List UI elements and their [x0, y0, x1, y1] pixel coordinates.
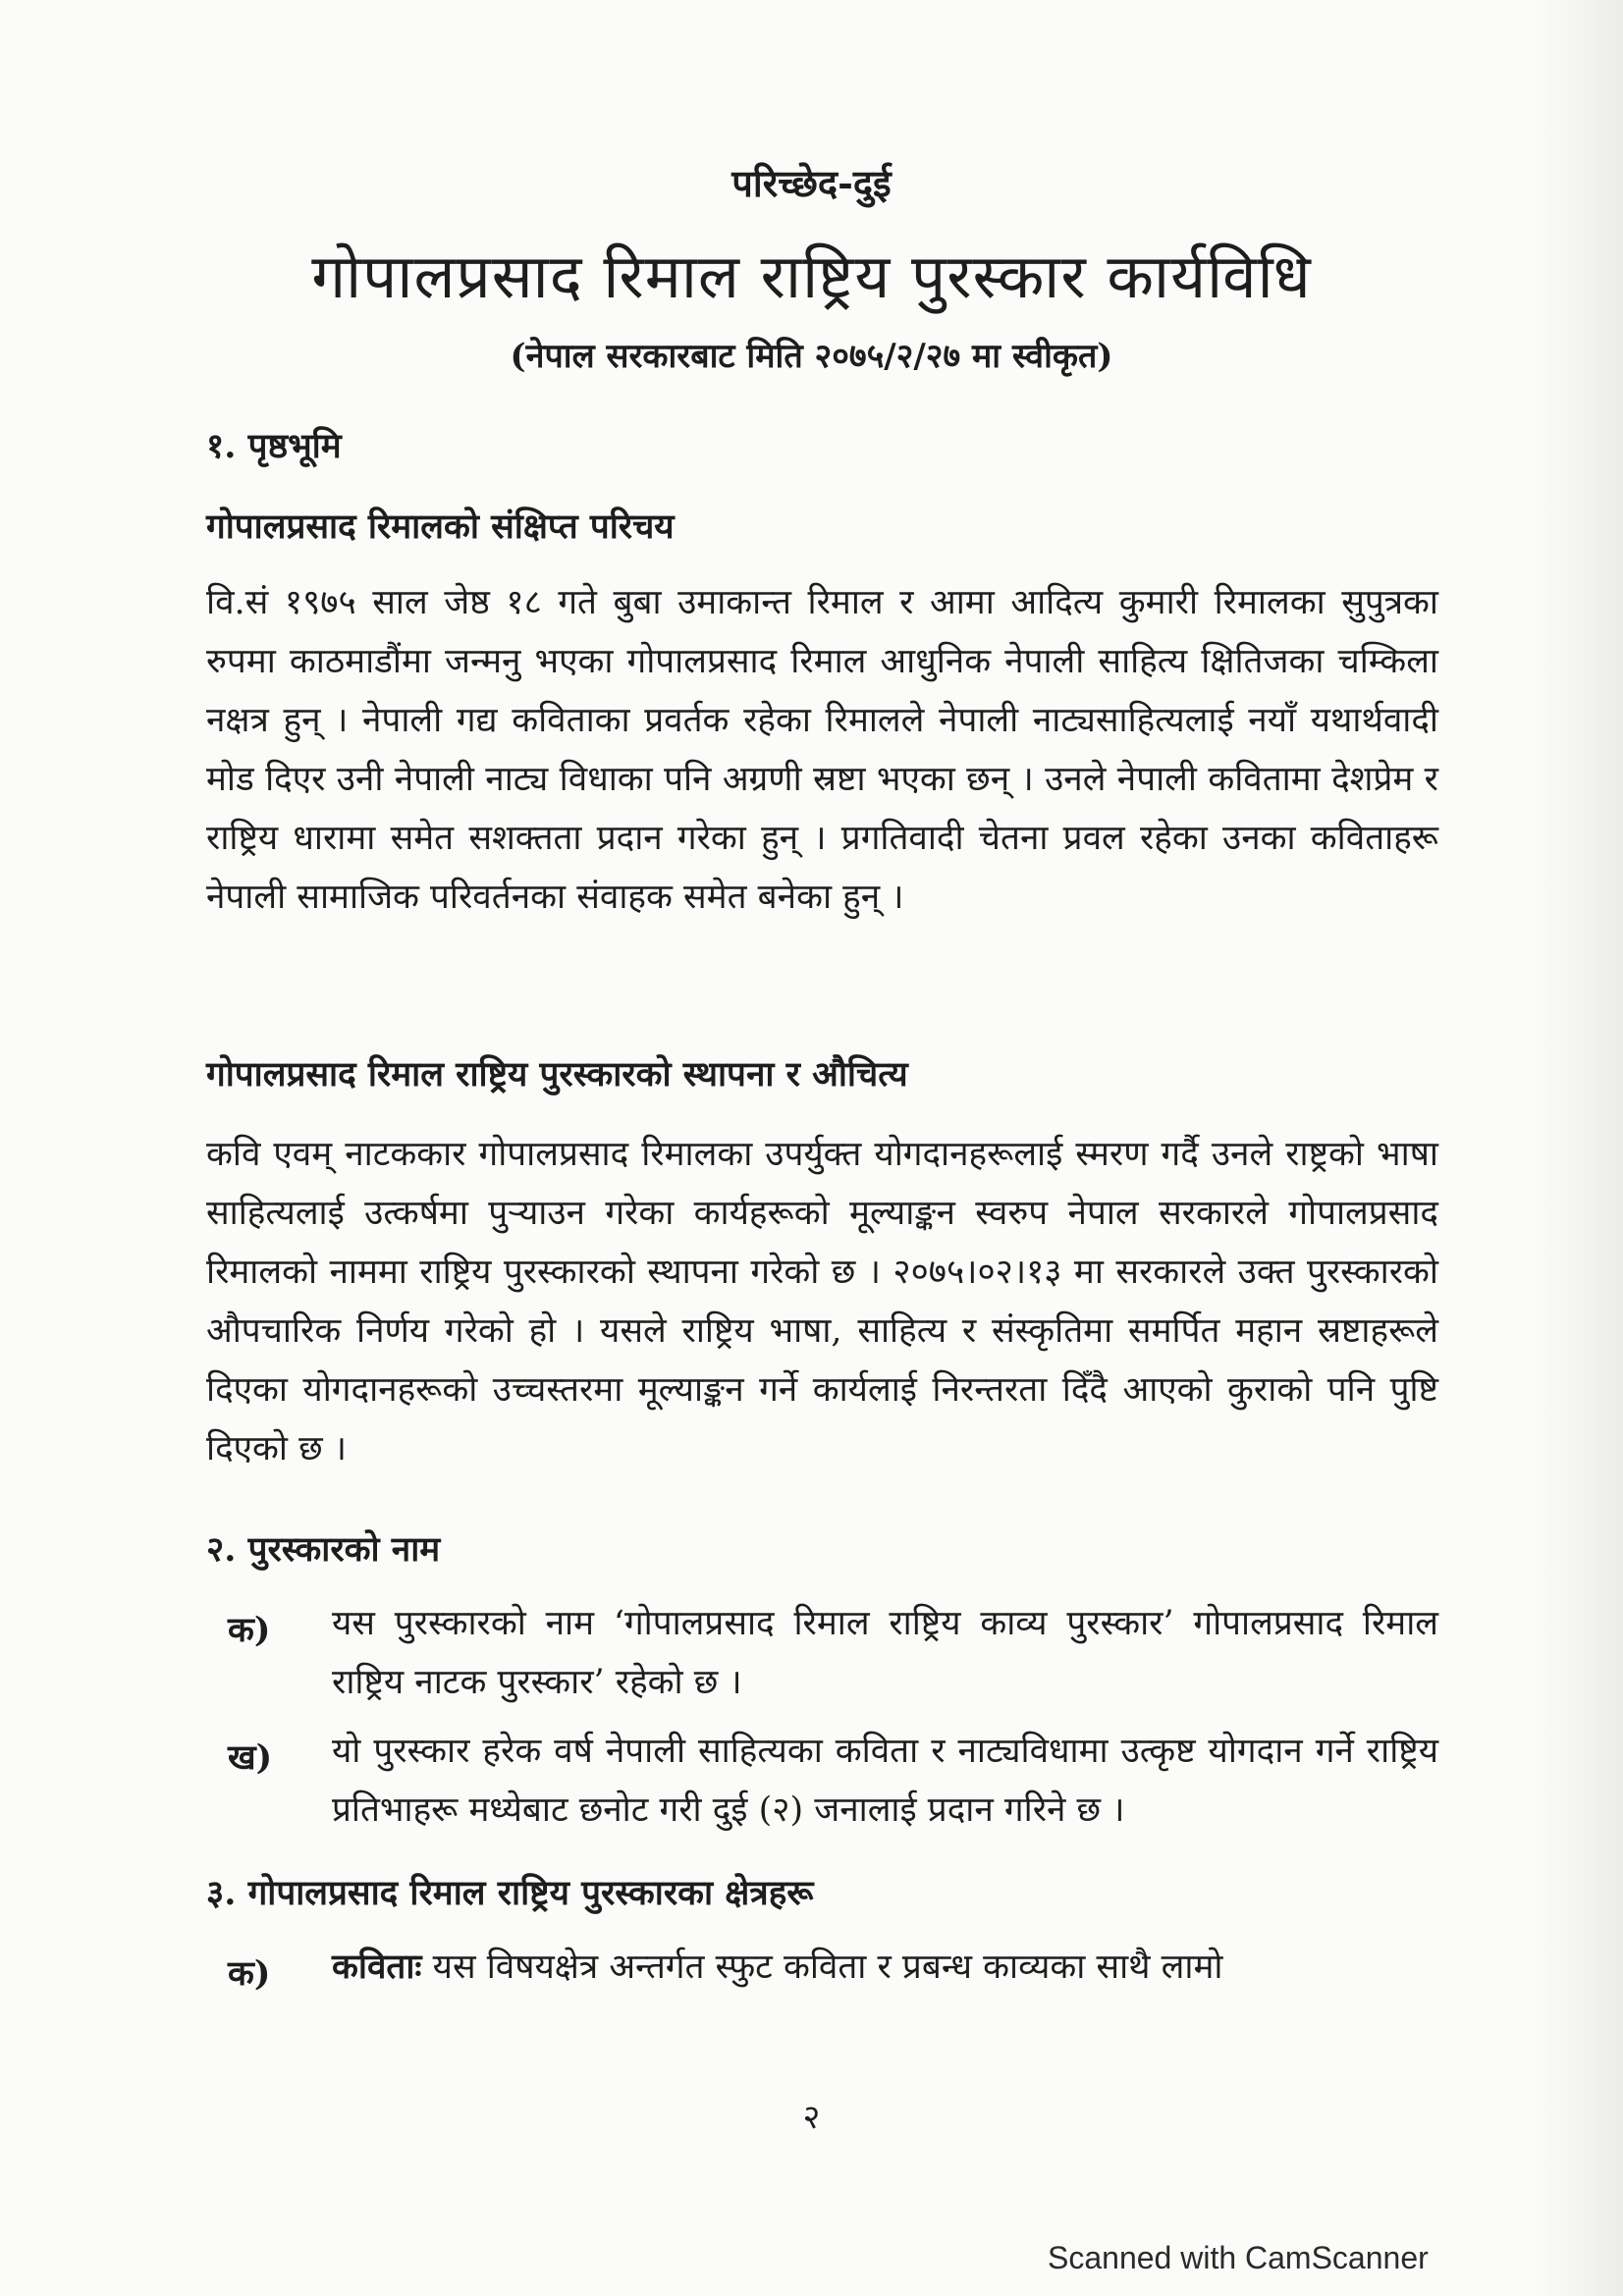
chapter-label: परिच्छेद-दुई: [731, 161, 892, 205]
document-title: गोपालप्रसाद रिमाल राष्ट्रिय पुरस्कार कार्यविधि: [311, 240, 1312, 312]
section-3-item-body: यस विषयक्षेत्र अन्तर्गत स्फुट कविता र प्रबन्ध काव्यका साथै लामो: [432, 1948, 1223, 1987]
section-3-item-text: [332, 1938, 1438, 1997]
section-1-intro-paragraph: वि.सं १९७५ साल जेष्ठ १८ गते बुबा उमाकान्त रिमाल र आमा आदित्य कुमारी रिमालका सुपुत्रका रुपमा काठमाडौंमा जन्मनु भएका गोपालप्रसाद रिमाल आधुनिक नेपाली साहित्य क्षितिजका चम्किला नक्षत्र हुन् । नेपाली गद्य कविताका प्रवर्तक रहेका रिमालले नेपाली नाट्यसाहित्यलाई नयाँ यथार्थवादी मोड दिएर उनी नेपाली नाट्य विधाका पनि अग्रणी स्रष्टा भएका छन् । उनले नेपाली कवितामा देशप्रेम र राष्ट्रिय धारामा समेत सशक्तता प्रदान गरेका हुन् । प्रगतिवादी चेतना प्रवल रहेका उनका कविताहरू नेपाली सामाजिक परिवर्तनका संवाहक समेत बनेका हुन् ।: [206, 583, 1438, 917]
section-1-establishment-paragraph: कवि एवम् नाटककार गोपालप्रसाद रिमालका उपर्युक्त योगदानहरूलाई स्मरण गर्दै उनले राष्ट्रको भाषा साहित्यलाई उत्कर्षमा पुऱ्याउन गरेका कार्यहरूको मूल्याङ्कन स्वरुप नेपाल सरकारले गोपालप्रसाद रिमालको नाममा राष्ट्रिय पुरस्कारको स्थापना गरेको छ । २०७५।०२।१३ मा सरकारले उक्त पुरस्कारको औपचारिक निर्णय गरेको हो । यसले राष्ट्रिय भाषा, साहित्य र संस्कृतिमा समर्पित महान स्रष्टाहरूले दिएका योगदानहरूको उच्चस्तरमा मूल्याङ्कन गर्ने कार्यलाई निरन्तरता दिँदै आएको कुराको पनि पुष्टि दिएको छ ।: [206, 1135, 1438, 1468]
section-1-heading: १. पृष्ठभूमि: [206, 426, 342, 466]
page-number: २: [802, 2098, 821, 2137]
section-2-heading: २. पुरस्कारको नाम: [206, 1529, 441, 1570]
scanner-watermark: Scanned with CamScanner: [1048, 2240, 1429, 2275]
section-3-item-marker: क): [228, 1953, 271, 1994]
approval-note: (नेपाल सरकारबाट मिति २०७५/२/२७ मा स्वीकृत): [510, 337, 1113, 376]
section-2-item-text: यस पुरस्कारको नाम ‘गोपालप्रसाद रिमाल राष्ट्रिय काव्य पुरस्कार’ गोपालप्रसाद रिमाल राष्ट्रिय नाटक पुरस्कार’ रहेको छ ।: [332, 1604, 1438, 1702]
section-3-item-label: कविताः: [332, 1947, 422, 1987]
section-1-subheading-establishment: गोपालप्रसाद रिमाल राष्ट्रिय पुरस्कारको स्थापना र औचित्य: [206, 1054, 908, 1095]
section-2-item-marker: क): [228, 1610, 271, 1650]
section-2-item-text: यो पुरस्कार हरेक वर्ष नेपाली साहित्यका कविता र नाट्यविधामा उत्कृष्ट योगदान गर्ने राष्ट्रिय प्रतिभाहरू मध्येबाट छनोट गरी दुई (२) जनालाई प्रदान गरिने छ ।: [332, 1732, 1438, 1830]
section-3-heading: ३. गोपालप्रसाद रिमाल राष्ट्रिय पुरस्कारका क्षेत्रहरू: [206, 1873, 814, 1913]
section-2-item-marker: ख): [228, 1737, 273, 1778]
section-1-subheading-intro: गोपालप्रसाद रिमालको संक्षिप्त परिचय: [206, 507, 675, 547]
